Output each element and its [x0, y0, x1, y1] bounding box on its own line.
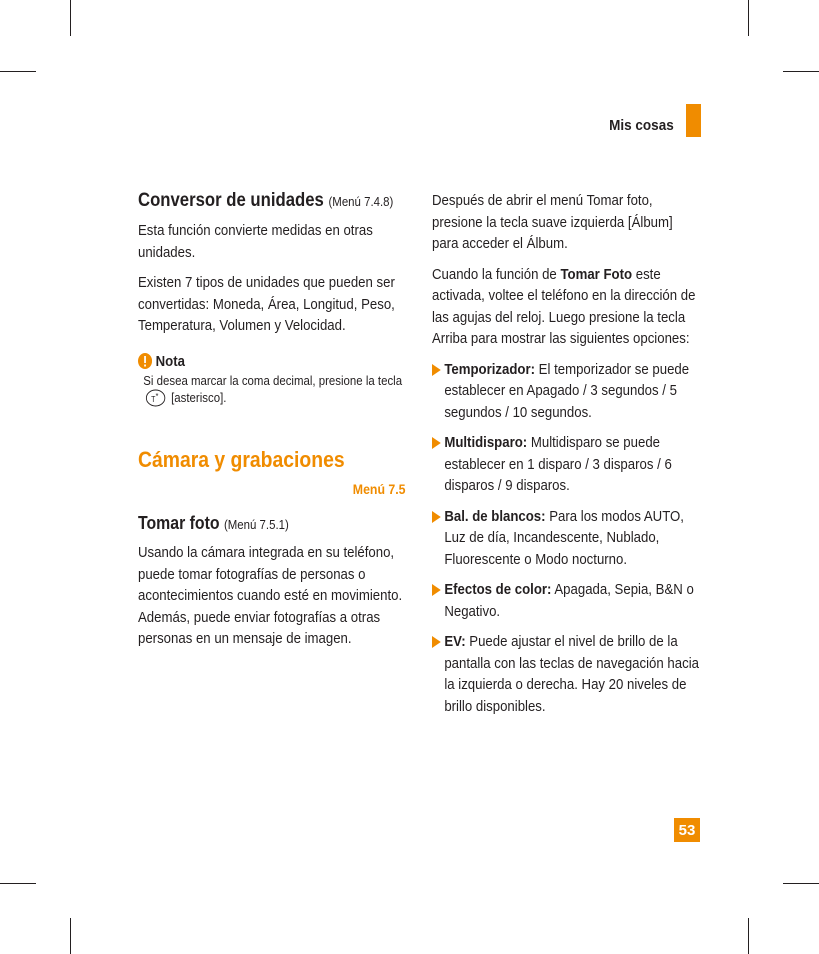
right-paragraph-1: Después de abrir el menú Tomar foto, presione la tecla suave izquierda [Álbum] para acceder el Álbum.	[432, 192, 673, 252]
list-item-text: Apagada, Sepia, B&N o Negativo.	[444, 581, 694, 620]
crop-mark	[0, 883, 36, 884]
list-item	[432, 579, 700, 622]
bullet-arrow-icon	[432, 636, 441, 648]
list-item-label: EV:	[444, 633, 466, 650]
bullet-arrow-icon	[432, 364, 441, 376]
list-item	[432, 631, 700, 717]
list-item-label: Efectos de color:	[444, 581, 552, 598]
list-item	[432, 432, 700, 497]
crop-mark	[70, 0, 71, 36]
photo-menu-ref: (Menú 7.5.1)	[223, 517, 289, 533]
list-item-text: Multidisparo se puede establecer en 1 disparo / 3 disparos / 6 disparos / 9 disparos.	[444, 434, 672, 494]
header-color-tab	[686, 104, 701, 137]
list-item-label: Bal. de blancos:	[444, 507, 546, 525]
svg-text:T: T	[151, 394, 156, 405]
section-title: Cámara y grabaciones	[138, 447, 345, 473]
options-list	[432, 359, 700, 718]
svg-text:*: *	[155, 391, 159, 402]
note-text	[138, 372, 408, 408]
section-menu-ref: Menú 7.5	[352, 481, 406, 498]
converter-paragraph-2: Existen 7 tipos de unidades que pueden ser convertidas: Moneda, Área, Longitud, Peso, Temperatura, Volumen y Velocidad.	[138, 274, 395, 334]
list-item-label: Temporizador:	[444, 360, 536, 378]
crop-mark	[748, 0, 749, 36]
crop-mark	[783, 71, 819, 72]
asterisk-key-icon	[145, 389, 166, 407]
note-box	[138, 353, 408, 408]
bullet-arrow-icon	[432, 584, 441, 596]
right-paragraph-2-after: este activada, voltee el teléfono en la dirección de las agujas del reloj. Luego presione la tecla Arriba para mostrar las siguientes opciones:	[432, 265, 696, 347]
list-item-text: El temporizador se puede establecer en Apagado / 3 segundos / 5 segundos / 10 segundos.	[444, 360, 690, 421]
list-item-text: Para los modos AUTO, Luz de día, Incandescente, Nublado, Fluorescente o Modo nocturno.	[444, 507, 684, 568]
list-item-label: Multidisparo:	[444, 434, 528, 451]
note-text-before: Si desea marcar la coma decimal, presione la tecla	[143, 372, 403, 388]
page-number: 53	[674, 818, 700, 842]
photo-heading	[138, 513, 408, 534]
photo-paragraph-1: Usando la cámara integrada en su teléfono, puede tomar fotografías de personas o acontecimientos cuando esté en movimiento. Además, puede enviar fotografías a otras personas en un mensaje de imagen.	[138, 544, 403, 648]
crop-mark	[70, 918, 71, 954]
list-item-text: Puede ajustar el nivel de brillo de la pantalla con las teclas de navegación hacia la izquierda o derecha. Hay 20 niveles de brillo disponibles.	[444, 633, 699, 715]
right-paragraph-2-bold: Tomar Foto	[560, 265, 633, 283]
note-label: Nota	[155, 352, 185, 370]
list-item	[432, 359, 700, 424]
bullet-arrow-icon	[432, 437, 441, 449]
converter-heading	[138, 190, 408, 212]
warning-icon	[138, 353, 152, 369]
crop-mark	[783, 883, 819, 884]
converter-title: Conversor de unidades	[138, 190, 324, 211]
page-header-title: Mis cosas	[609, 117, 674, 134]
right-column	[432, 190, 707, 726]
right-paragraph-2	[432, 264, 700, 350]
converter-menu-ref: (Menú 7.4.8)	[328, 194, 394, 209]
bullet-arrow-icon	[432, 511, 441, 523]
note-header	[138, 353, 408, 370]
left-column	[138, 190, 408, 659]
converter-paragraph-1: Esta función convierte medidas en otras unidades.	[138, 222, 373, 261]
photo-title: Tomar foto	[138, 513, 220, 534]
crop-mark	[748, 918, 749, 954]
note-text-after: [asterisco].	[171, 389, 227, 405]
right-paragraph-2-before: Cuando la función de	[432, 265, 557, 283]
crop-mark	[0, 71, 36, 72]
list-item	[432, 506, 700, 571]
